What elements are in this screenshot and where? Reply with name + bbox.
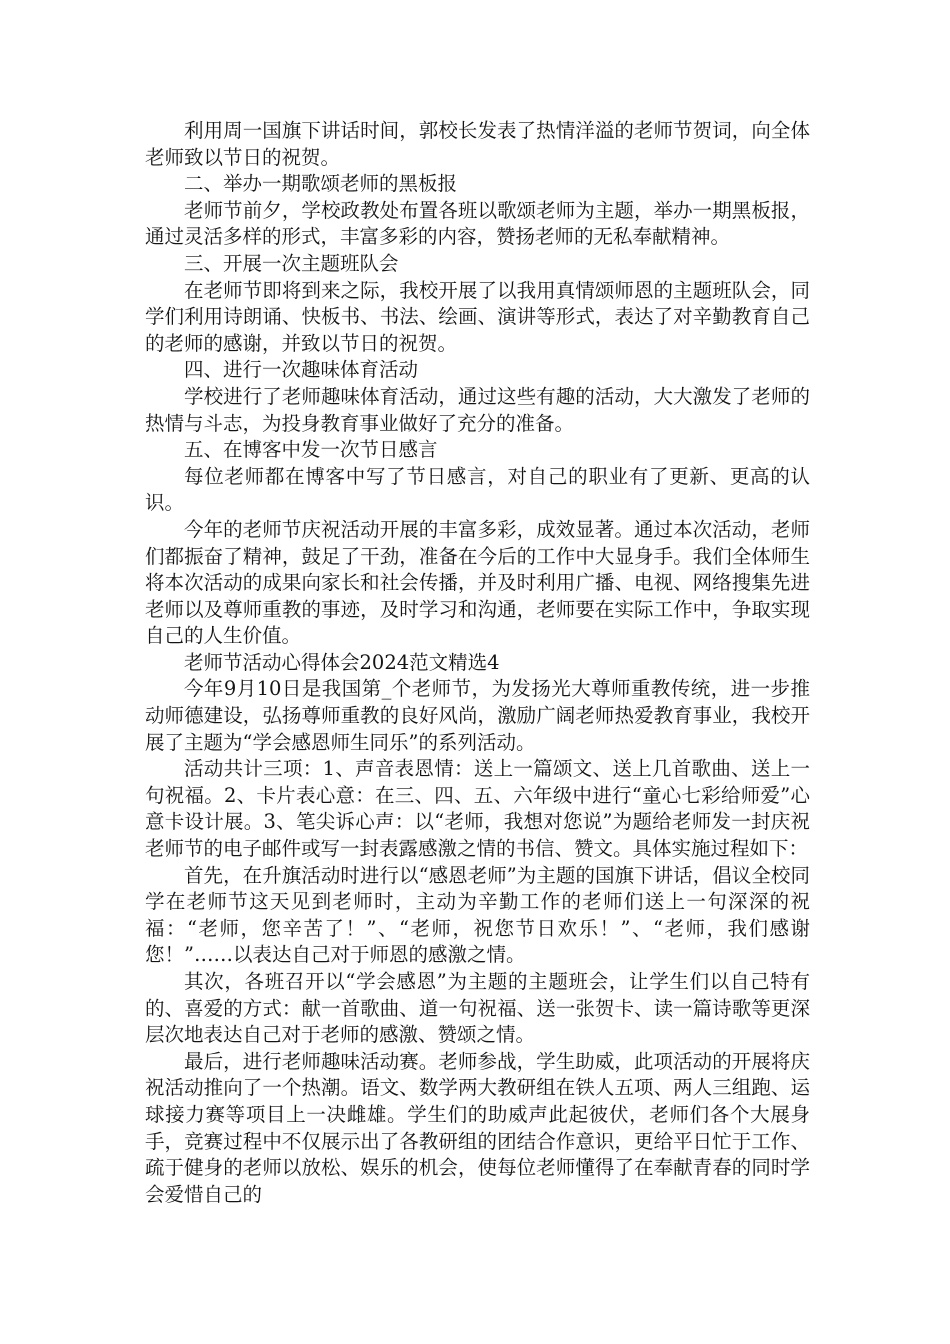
section-heading: 四、进行一次趣味体育活动 (184, 358, 419, 382)
paragraph: 活动共计三项：1、声音表恩情：送上一篇颂文、送上几首歌曲、送上一句祝福。2、卡片表心意：在三、四、五、六年级中进行“童心七彩给师爱”心意卡设计展。3、笔尖诉心声：以“老师，我想对您说”为题给老师发一封庆祝老师节的电子邮件或写一封表露感激之情的书信、赞文。具体实施过程如下： (145, 757, 810, 861)
article-title: 老师节活动心得体会2024范文精选4 (184, 650, 500, 674)
paragraph: 首先，在升旗活动时进行以“感恩老师”为主题的国旗下讲话，倡议全校同学在老师节这天见到老师时，主动为辛勤工作的老师们送上一句深深的祝福：“老师，您辛苦了！”、“老师，祝您节日欢乐！”、“老师，我们感谢您！”……以表达自己对于师恩的感激之情。 (145, 863, 810, 967)
paragraph: 今年的老师节庆祝活动开展的丰富多彩，成效显著。通过本次活动，老师们都振奋了精神，鼓足了干劲，准备在今后的工作中大显身手。我们全体师生将本次活动的成果向家长和社会传播，并及时利用广播、电视、网络搜集先进老师以及尊师重教的事迹，及时学习和沟通，老师要在实际工作中，争取实现自己的人生价值。 (145, 517, 810, 648)
paragraph: 老师节前夕，学校政教处布置各班以歌颂老师为主题，举办一期黑板报，通过灵活多样的形式，丰富多彩的内容，赞扬老师的无私奉献精神。 (145, 198, 810, 249)
section-heading: 二、举办一期歌颂老师的黑板报 (184, 172, 458, 196)
document-body (145, 118, 810, 1208)
paragraph: 其次，各班召开以“学会感恩”为主题的主题班会，让学生们以自己特有的、喜爱的方式：献一首歌曲、道一句祝福、送一张贺卡、读一篇诗歌等更深层次地表达自己对于老师的感激、赞颂之情。 (145, 970, 810, 1047)
paragraph: 今年9月10日是我国第_个老师节，为发扬光大尊师重教传统，进一步推动师德建设，弘扬尊师重教的良好风尚，激励广阔老师热爱教育事业，我校开展了主题为“学会感恩师生同乐”的系列活动。 (145, 677, 810, 754)
paragraph: 利用周一国旗下讲话时间，郭校长发表了热情洋溢的老师节贺词，向全体老师致以节日的祝贺。 (145, 119, 810, 169)
section-heading: 五、在博客中发一次节日感言 (184, 438, 438, 462)
paragraph: 在老师节即将到来之际，我校开展了以我用真情颂师恩的主题班队会，同学们利用诗朗诵、快板书、书法、绘画、演讲等形式，表达了对辛勤教育自己的老师的感谢，并致以节日的祝贺。 (145, 278, 810, 355)
paragraph: 每位老师都在博客中写了节日感言，对自己的职业有了更新、更高的认识。 (145, 464, 810, 515)
paragraph: 最后，进行老师趣味活动赛。老师参战，学生助威，此项活动的开展将庆祝活动推向了一个热潮。语文、数学两大教研组在铁人五项、两人三组跑、运球接力赛等项目上一决雌雄。学生们的助威声此起彼伏，老师们各个大展身手，竞赛过程中不仅展示出了各教研组的团结合作意识，更给平日忙于工作、疏于健身的老师以放松、娱乐的机会，使每位老师懂得了在奉献青春的同时学会爱惜自己的 (145, 1049, 810, 1206)
section-heading: 三、开展一次主题班队会 (184, 251, 399, 275)
paragraph: 学校进行了老师趣味体育活动，通过这些有趣的活动，大大激发了老师的热情与斗志，为投身教育事业做好了充分的准备。 (145, 384, 810, 435)
